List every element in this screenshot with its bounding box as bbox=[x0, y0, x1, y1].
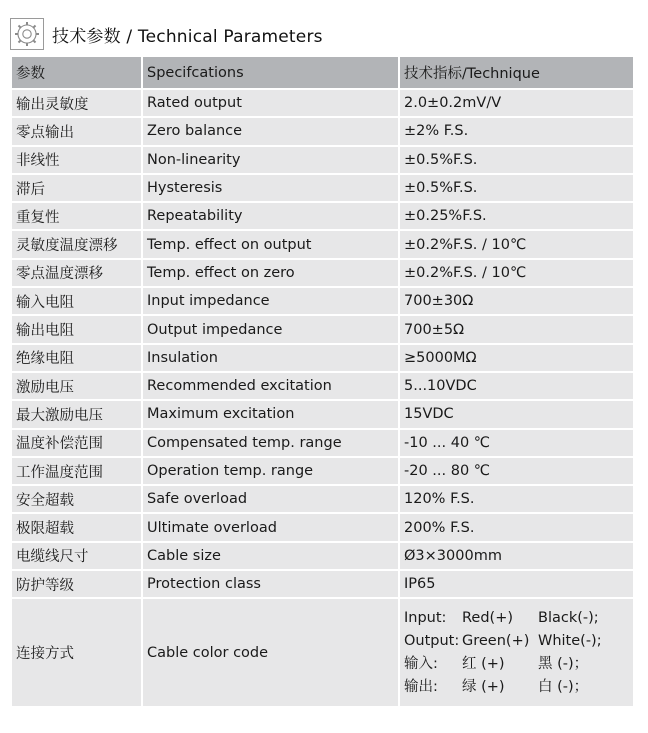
table-row bbox=[12, 316, 633, 344]
wire-positive: Green(+) bbox=[462, 632, 530, 649]
parameter-name-en: Maximum excitation bbox=[143, 401, 400, 429]
parameter-name-cn: 极限超载 bbox=[12, 514, 143, 542]
table-row bbox=[12, 231, 633, 259]
table-row bbox=[12, 486, 633, 514]
column-header-parameter: 参数 bbox=[12, 57, 143, 90]
parameter-name-en: Hysteresis bbox=[143, 175, 400, 203]
wire-negative: White(-); bbox=[538, 632, 602, 649]
parameter-name-cn: 绝缘电阻 bbox=[12, 345, 143, 373]
parameter-name-en: Operation temp. range bbox=[143, 458, 400, 486]
table-row bbox=[12, 118, 633, 146]
table-body bbox=[12, 90, 633, 708]
cable-color-code-value bbox=[400, 599, 633, 708]
parameter-name-cn: 零点温度漂移 bbox=[12, 260, 143, 288]
parameter-value: ≥5000MΩ bbox=[400, 345, 633, 373]
parameter-name-cn: 安全超载 bbox=[12, 486, 143, 514]
parameter-value: ±0.5%F.S. bbox=[400, 147, 633, 175]
parameter-name-cn: 非线性 bbox=[12, 147, 143, 175]
table-header-row bbox=[12, 57, 633, 90]
parameter-name-en: Input impedance bbox=[143, 288, 400, 316]
parameter-name-cn: 最大激励电压 bbox=[12, 401, 143, 429]
wire-negative: Black(-); bbox=[538, 609, 599, 626]
parameter-name-cn: 温度补偿范围 bbox=[12, 430, 143, 458]
parameter-value: ±0.5%F.S. bbox=[400, 175, 633, 203]
parameter-name-cn: 防护等级 bbox=[12, 571, 143, 599]
parameter-name-en: Temp. effect on output bbox=[143, 231, 400, 259]
parameter-value: ±0.2%F.S. / 10℃ bbox=[400, 231, 633, 259]
parameter-name-cn: 输入电阻 bbox=[12, 288, 143, 316]
parameter-name-en: Cable size bbox=[143, 543, 400, 571]
parameter-value: 2.0±0.2mV/V bbox=[400, 90, 633, 118]
parameter-name-en: Protection class bbox=[143, 571, 400, 599]
parameter-name-en: Ultimate overload bbox=[143, 514, 400, 542]
wire-positive: 红 (+) bbox=[462, 655, 505, 672]
wire-negative: 白 (-)； bbox=[538, 678, 589, 695]
table-row bbox=[12, 90, 633, 118]
parameter-value: 200% F.S. bbox=[400, 514, 633, 542]
table-row bbox=[12, 288, 633, 316]
parameter-name-en: Rated output bbox=[143, 90, 400, 118]
table-row bbox=[12, 260, 633, 288]
parameter-name-en: Zero balance bbox=[143, 118, 400, 146]
parameter-value: -20 ... 80 ℃ bbox=[400, 458, 633, 486]
parameter-name-en: Compensated temp. range bbox=[143, 430, 400, 458]
parameter-name-en: Temp. effect on zero bbox=[143, 260, 400, 288]
wire-negative: 黑 (-)； bbox=[538, 655, 589, 672]
parameter-name-cn: 灵敏度温度漂移 bbox=[12, 231, 143, 259]
table-row bbox=[12, 514, 633, 542]
parameter-name-cn: 工作温度范围 bbox=[12, 458, 143, 486]
parameter-name-cn: 输出灵敏度 bbox=[12, 90, 143, 118]
parameter-value: 15VDC bbox=[400, 401, 633, 429]
parameter-name-cn: 激励电压 bbox=[12, 373, 143, 401]
parameter-name-en: Repeatability bbox=[143, 203, 400, 231]
parameter-value: ±0.2%F.S. / 10℃ bbox=[400, 260, 633, 288]
parameter-value: 5...10VDC bbox=[400, 373, 633, 401]
parameter-value: -10 ... 40 ℃ bbox=[400, 430, 633, 458]
parameter-value: 120% F.S. bbox=[400, 486, 633, 514]
wire-positive: 绿 (+) bbox=[462, 678, 505, 695]
wire-label: 输出: bbox=[404, 678, 438, 695]
column-header-specifications: Specifcations bbox=[143, 57, 400, 90]
table-row bbox=[12, 543, 633, 571]
wire-label: Output: bbox=[404, 632, 460, 649]
page-title: 技术参数 / Technical Parameters bbox=[52, 26, 323, 47]
parameter-name-en: Insulation bbox=[143, 345, 400, 373]
column-header-technique: 技术指标/Technique bbox=[400, 57, 633, 90]
table-row bbox=[12, 175, 633, 203]
parameter-name-cn: 电缆线尺寸 bbox=[12, 543, 143, 571]
table-row bbox=[12, 458, 633, 486]
parameter-name-cn: 重复性 bbox=[12, 203, 143, 231]
wire-label: Input: bbox=[404, 609, 447, 626]
parameter-name-en: Non-linearity bbox=[143, 147, 400, 175]
parameters-table bbox=[12, 57, 633, 708]
table-row bbox=[12, 430, 633, 458]
wire-positive: Red(+) bbox=[462, 609, 514, 626]
parameter-value: Ø3×3000mm bbox=[400, 543, 633, 571]
parameter-name-cn: 连接方式 bbox=[12, 599, 143, 708]
parameter-name-en: Recommended excitation bbox=[143, 373, 400, 401]
parameter-name-cn: 输出电阻 bbox=[12, 316, 143, 344]
parameter-value: 700±30Ω bbox=[400, 288, 633, 316]
wiring-grid bbox=[404, 608, 629, 698]
parameter-name-en: Output impedance bbox=[143, 316, 400, 344]
parameter-value: IP65 bbox=[400, 571, 633, 599]
table-row bbox=[12, 571, 633, 599]
table-row bbox=[12, 203, 633, 231]
parameter-name-cn: 滞后 bbox=[12, 175, 143, 203]
table-row bbox=[12, 401, 633, 429]
parameter-value: 700±5Ω bbox=[400, 316, 633, 344]
table-row bbox=[12, 373, 633, 401]
gear-icon bbox=[10, 18, 44, 50]
parameter-value: ±2% F.S. bbox=[400, 118, 633, 146]
table-row bbox=[12, 345, 633, 373]
section-header bbox=[10, 18, 323, 50]
parameter-value: ±0.25%F.S. bbox=[400, 203, 633, 231]
parameter-name-cn: 零点输出 bbox=[12, 118, 143, 146]
parameter-name-en: Safe overload bbox=[143, 486, 400, 514]
table-row bbox=[12, 147, 633, 175]
wire-label: 输入: bbox=[404, 655, 438, 672]
table-row-cable-color-code bbox=[12, 599, 633, 708]
parameter-name-en: Cable color code bbox=[143, 599, 400, 708]
